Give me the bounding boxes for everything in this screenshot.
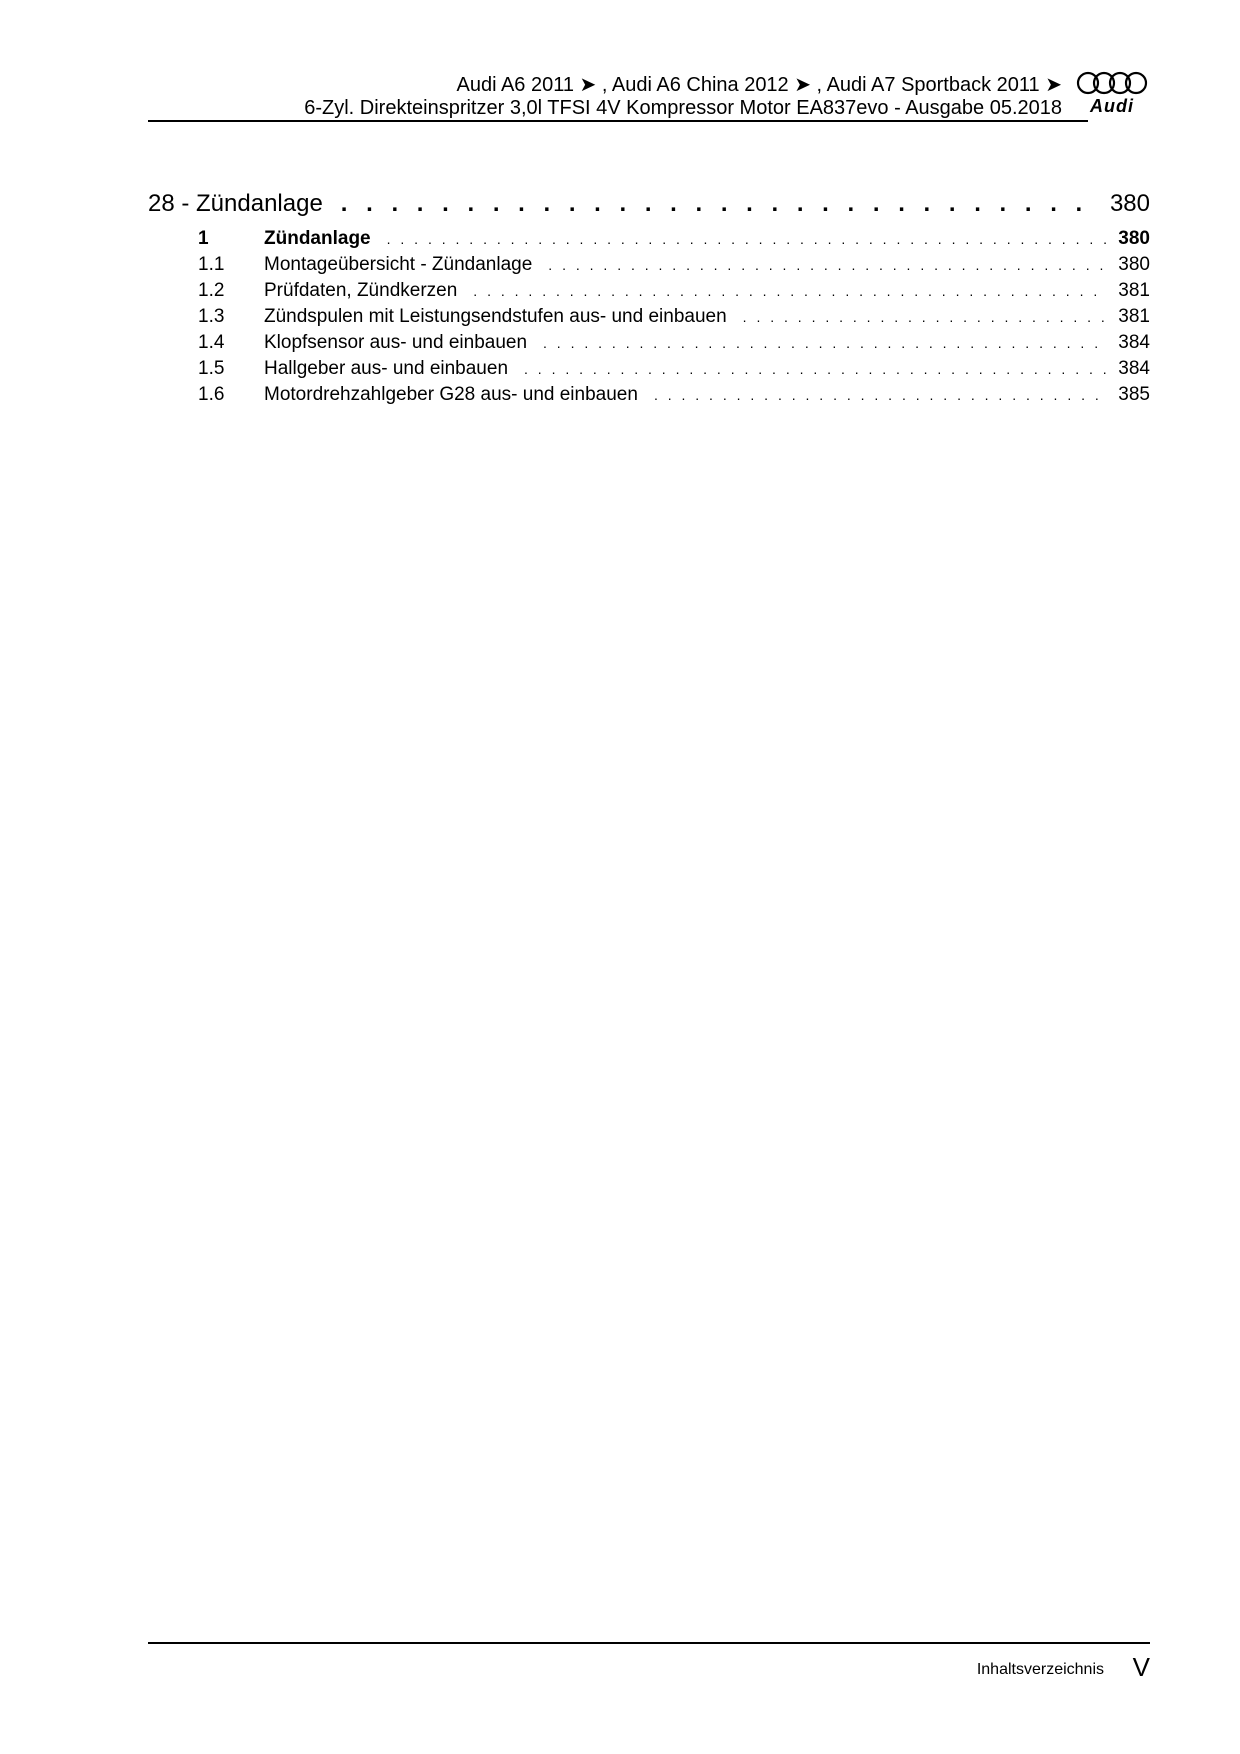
toc-leader	[524, 358, 1108, 380]
toc-entry[interactable]	[148, 306, 1150, 332]
toc-entry[interactable]	[148, 332, 1150, 358]
toc-entry-number: 1.1	[198, 254, 225, 275]
toc-leader	[743, 306, 1108, 328]
footer-rule	[148, 1642, 1150, 1644]
toc-entry-page: 385	[1118, 384, 1150, 405]
toc-entry-title: Motordrehzahlgeber G28 aus- und einbauen	[264, 384, 638, 405]
header-rule	[148, 120, 1088, 122]
toc-entry-title: Montageübersicht - Zündanlage	[264, 254, 533, 275]
toc-entry-page: 381	[1118, 306, 1150, 327]
toc-entry[interactable]	[148, 358, 1150, 384]
toc-leader	[341, 190, 1102, 218]
toc-chapter[interactable]	[148, 190, 1150, 224]
toc-entry-title: Prüfdaten, Zündkerzen	[264, 280, 458, 301]
toc-entry-page: 380	[1118, 254, 1150, 275]
toc-entry-title: Klopfsensor aus- und einbauen	[264, 332, 528, 353]
toc-entry-number: 1.2	[198, 280, 225, 301]
toc-entry-number: 1.4	[198, 332, 225, 353]
page-header	[148, 68, 1150, 122]
toc-leader	[387, 228, 1108, 250]
toc-entry-page: 384	[1118, 358, 1150, 379]
toc-entry-title: Zündspulen mit Leistungsendstufen aus- und einbauen	[264, 306, 727, 327]
toc-entry-number: 1	[198, 228, 209, 249]
toc-entry-title: Hallgeber aus- und einbauen	[264, 358, 509, 379]
page-footer	[148, 1642, 1150, 1682]
toc-entry[interactable]	[148, 228, 1150, 254]
toc-leader	[654, 384, 1108, 406]
toc-entry-title: Zündanlage	[264, 228, 371, 249]
toc-entry[interactable]	[148, 280, 1150, 306]
toc-entry-number: 1.5	[198, 358, 225, 379]
audi-logo-wordmark: Audi	[1090, 96, 1134, 116]
toc-chapter-page: 380	[1109, 190, 1150, 217]
audi-rings-icon	[1074, 70, 1150, 96]
table-of-contents	[148, 190, 1150, 410]
toc-entry-number: 1.6	[198, 384, 225, 405]
toc-leader	[548, 254, 1108, 276]
toc-entry[interactable]	[148, 254, 1150, 280]
toc-entry-page: 381	[1118, 280, 1150, 301]
toc-leader	[543, 332, 1108, 354]
toc-leader	[473, 280, 1108, 302]
footer-page-number: V	[1132, 1652, 1150, 1682]
toc-entry-number: 1.3	[198, 306, 225, 327]
toc-entry[interactable]	[148, 384, 1150, 410]
toc-entry-page: 380	[1118, 228, 1150, 249]
toc-entry-page: 384	[1118, 332, 1150, 353]
audi-logo	[1074, 70, 1150, 120]
footer-section-title: Inhaltsverzeichnis	[976, 1661, 1104, 1678]
header-engine-edition: 6-Zyl. Direkteinspritzer 3,0l TFSI 4V Kompressor Motor EA837evo - Ausgabe 05.2018	[304, 97, 1062, 119]
toc-chapter-label: 28 - Zündanlage	[148, 190, 323, 217]
header-models: Audi A6 2011 ➤ , Audi A6 China 2012 ➤ , Audi A7 Sportback 2011 ➤	[456, 74, 1062, 96]
